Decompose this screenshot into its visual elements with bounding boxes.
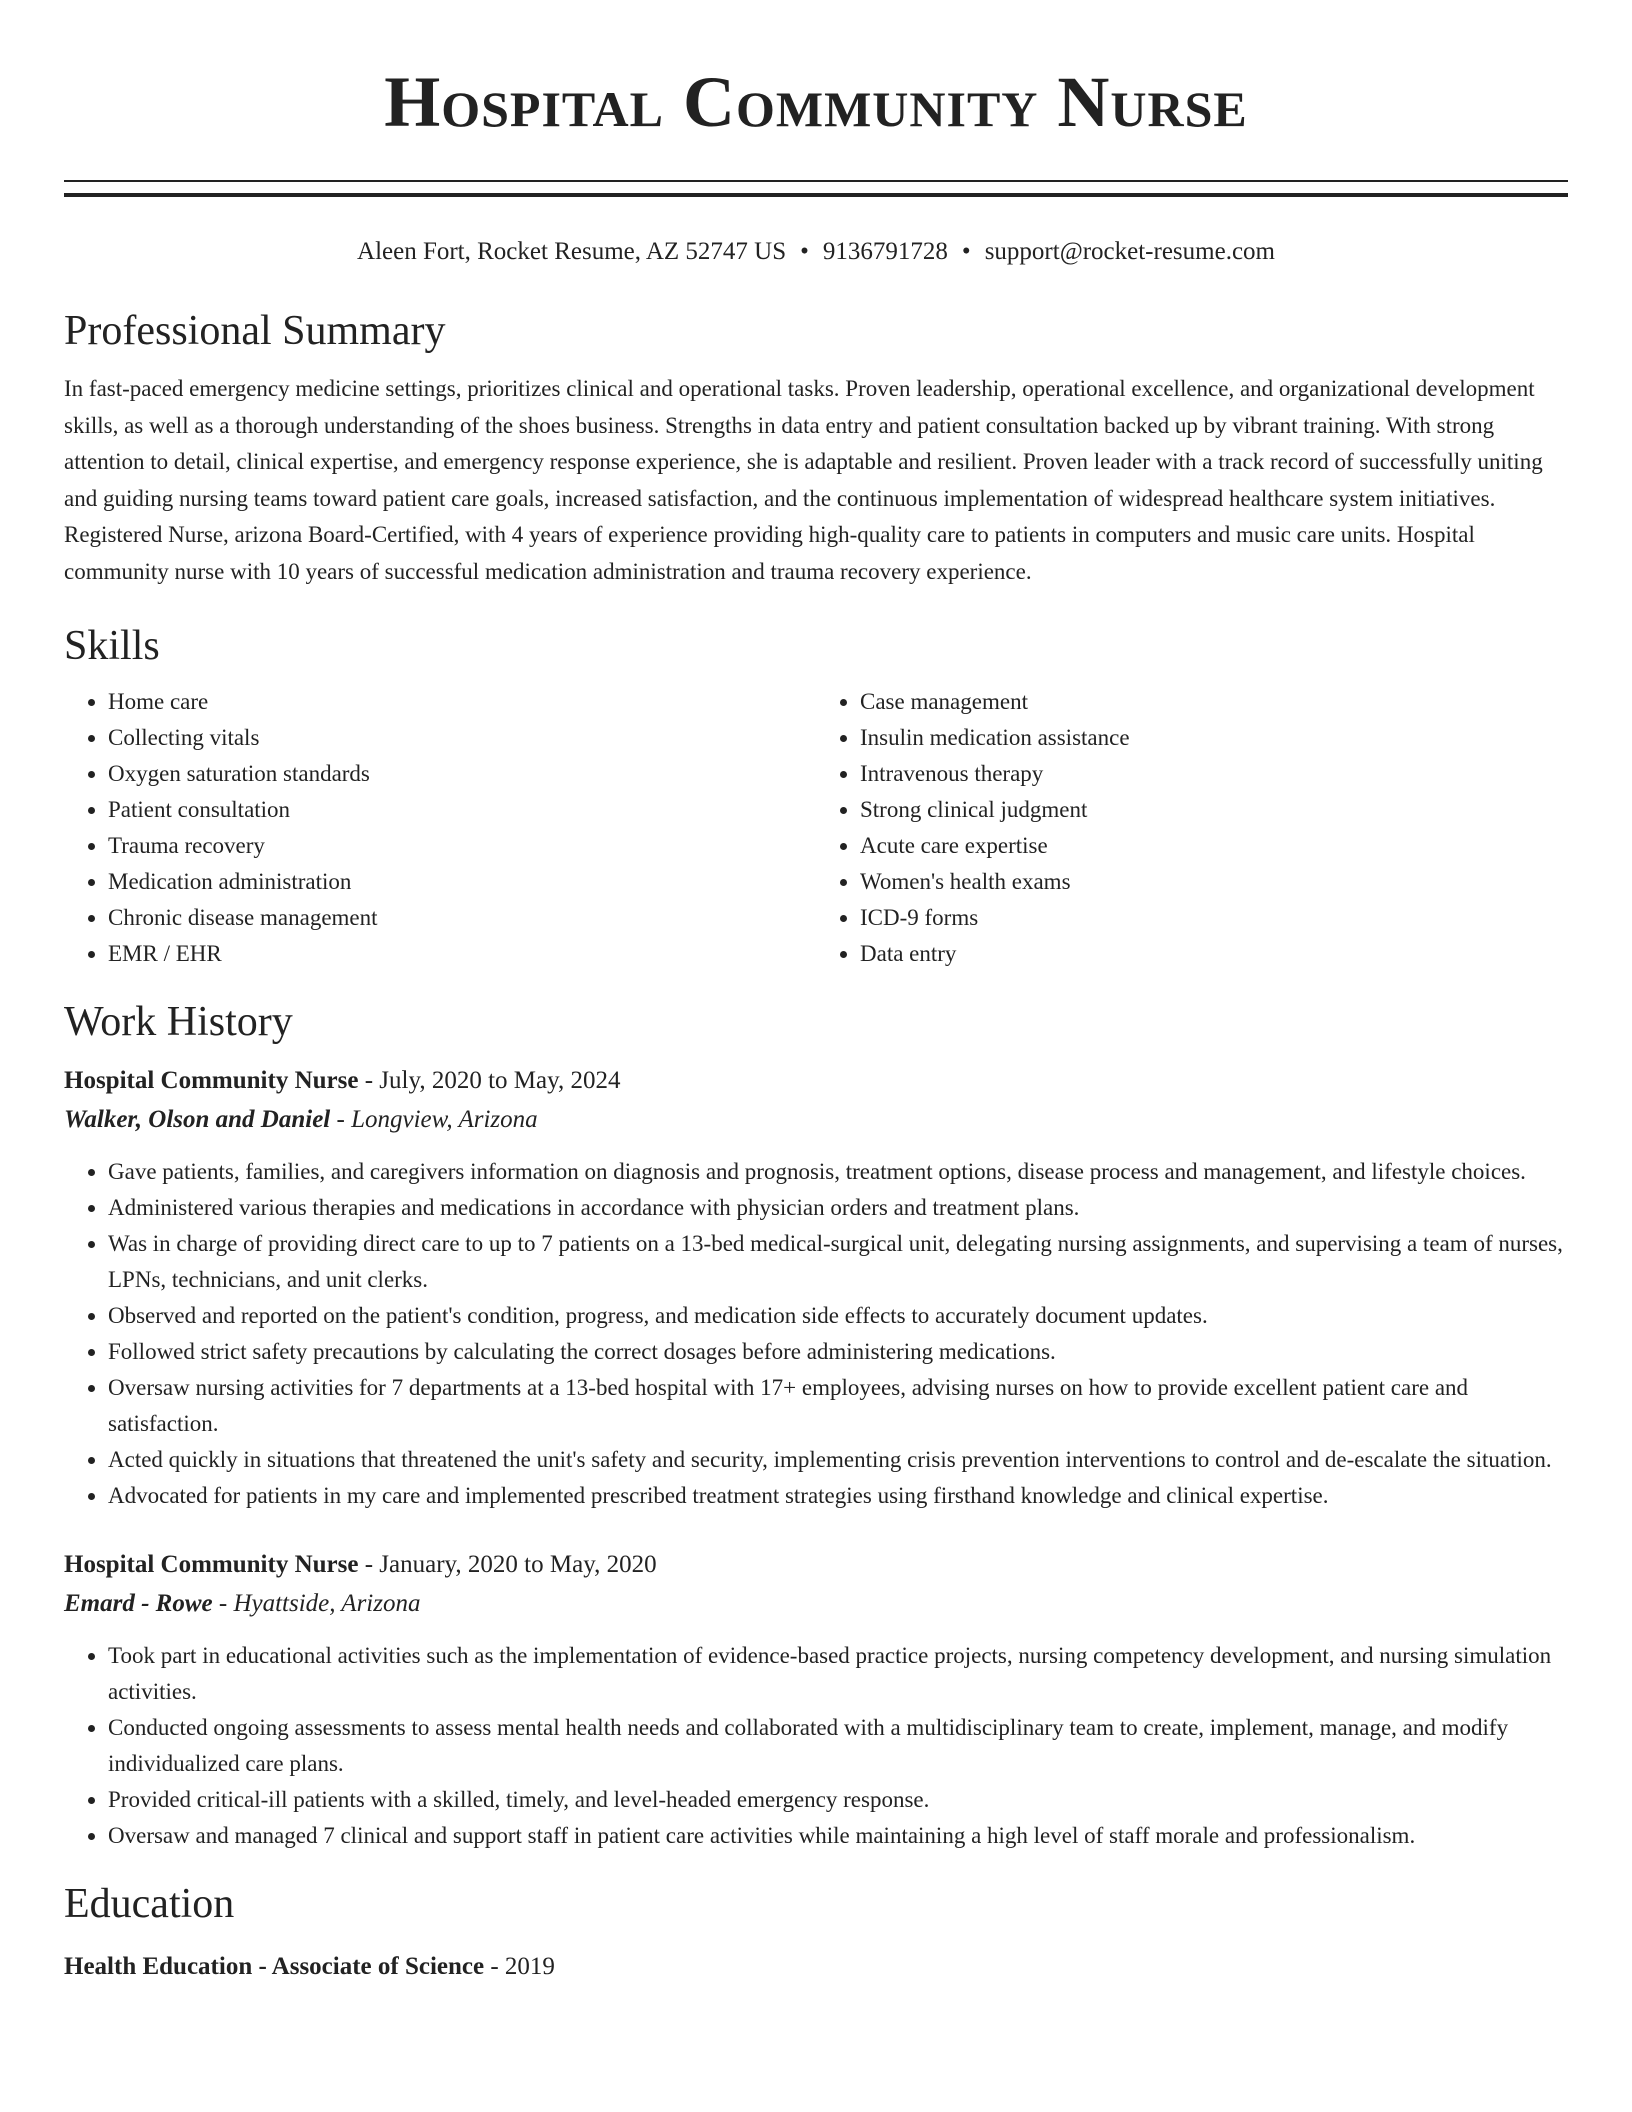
contact-separator: • [800, 238, 809, 265]
job-company: Walker, Olson and Daniel [64, 1106, 331, 1133]
skill-item: • Strong clinical judgment [860, 792, 1568, 828]
job-location: - Longview, Arizona [330, 1106, 538, 1133]
job-duty: • Advocated for patients in my care and implemented prescribed treatment strategies using firsthand knowledge and clinical expertise. [108, 1478, 1568, 1514]
job-duty: • Conducted ongoing assessments to assess mental health needs and collaborated with a multidisciplinary team to create, implement, manage, and modify individualized care plans. [108, 1710, 1568, 1782]
skill-item: • Intravenous therapy [860, 756, 1568, 792]
skill-item: • Chronic disease management [108, 900, 816, 936]
job-duty: • Gave patients, families, and caregivers information on diagnosis and prognosis, treatment options, disease process and management, and lifestyle choices. [108, 1154, 1568, 1190]
job-duty: • Was in charge of providing direct care to up to 7 patients on a 13-bed medical-surgical unit, delegating nursing assignments, and supervising a team of nurses, LPNs, technicians, and unit clerks. [108, 1226, 1568, 1298]
education-heading: Education [64, 1881, 235, 1927]
skill-item: • ICD-9 forms [860, 900, 1568, 936]
skill-item: • Medication administration [108, 864, 816, 900]
job-header [64, 1062, 1568, 1100]
skill-item: • Data entry [860, 936, 1568, 972]
skill-item: • Insulin medication assistance [860, 720, 1568, 756]
job-duty: • Acted quickly in situations that threatened the unit's safety and security, implementing crisis prevention interventions to control and de-escalate the situation. [108, 1442, 1568, 1478]
job-duty: • Provided critical-ill patients with a skilled, timely, and level-headed emergency response. [108, 1782, 1568, 1818]
job-role: Hospital Community Nurse [64, 1551, 359, 1578]
skill-item: • Collecting vitals [108, 720, 816, 756]
skill-item: • Case management [860, 684, 1568, 720]
summary-heading: Professional Summary [64, 308, 446, 354]
job-duty: • Oversaw nursing activities for 7 departments at a 13-bed hospital with 17+ employees, advising nurses on how to provide excellent patient care and satisfaction. [108, 1370, 1568, 1442]
skill-item: • Acute care expertise [860, 828, 1568, 864]
job-duty: • Took part in educational activities such as the implementation of evidence-based practice projects, nursing competency development, and nursing simulation activities. [108, 1638, 1568, 1710]
contact-phone: 9136791728 [822, 238, 948, 265]
education-year: - 2019 [484, 1953, 555, 1980]
skills-heading: Skills [64, 623, 160, 669]
work-history-heading: Work History [64, 999, 293, 1045]
job-location: - Hyattside, Arizona [212, 1590, 421, 1617]
contact-separator: • [961, 238, 971, 265]
education-entry [64, 1948, 1568, 1986]
job-dates: - January, 2020 to May, 2020 [358, 1551, 657, 1578]
contact-line [64, 235, 1568, 269]
job-duty: • Administered various therapies and medications in accordance with physician orders and treatment plans. [108, 1190, 1568, 1226]
job-employer [64, 1100, 1568, 1140]
contact-email: support@rocket-resume.com [984, 238, 1275, 265]
job-duty: • Observed and reported on the patient's condition, progress, and medication side effects to accurately document updates. [108, 1298, 1568, 1334]
skill-item: • EMR / EHR [108, 936, 816, 972]
job-company: Emard - Rowe [64, 1590, 213, 1617]
education-degree: Health Education - Associate of Science [64, 1953, 485, 1980]
job-duty: • Followed strict safety precautions by calculating the correct dosages before administering medications. [108, 1334, 1568, 1370]
job-entry [64, 1062, 1568, 1514]
skill-item: • Trauma recovery [108, 828, 816, 864]
summary-text: In fast-paced emergency medicine settings, prioritizes clinical and operational tasks. Proven leadership, operational excellence, and organizational development skills, as well as a thorough understanding of the shoes business. Strengths in data entry and patient consultation backed up by vibrant training. With strong attention to detail, clinical expertise, and emergency response experience, she is adaptable and resilient. Proven leader with a track record of successfully uniting and guiding nursing teams toward patient care goals, increased satisfaction, and the continuous implementation of widespread healthcare system initiatives. Registered Nurse, arizona Board-Certified, with 4 years of experience providing high-quality care to patients in computers and music care units. Hospital community nurse with 10 years of successful medication administration and trauma recovery experience. [64, 376, 1543, 584]
job-duties [64, 1154, 1568, 1514]
job-header [64, 1546, 1568, 1584]
skill-item: • Home care [108, 684, 816, 720]
job-entry [64, 1546, 1568, 1854]
resume-title: Hospital Community Nurse [384, 62, 1248, 142]
job-duty: • Oversaw and managed 7 clinical and support staff in patient care activities while maintaining a high level of staff morale and professionalism. [108, 1818, 1568, 1854]
contact-address: Aleen Fort, Rocket Resume, AZ 52747 US [357, 238, 787, 265]
job-role: Hospital Community Nurse [64, 1067, 359, 1094]
skill-item: • Women's health exams [860, 864, 1568, 900]
skills-list [64, 684, 1568, 972]
skill-item: • Oxygen saturation standards [108, 756, 816, 792]
job-dates: - July, 2020 to May, 2024 [358, 1067, 621, 1094]
job-duties [64, 1638, 1568, 1854]
job-employer [64, 1584, 1568, 1624]
title-divider [64, 180, 1568, 197]
skills-column-left [64, 684, 816, 972]
skill-item: • Patient consultation [108, 792, 816, 828]
skills-column-right [816, 684, 1568, 972]
